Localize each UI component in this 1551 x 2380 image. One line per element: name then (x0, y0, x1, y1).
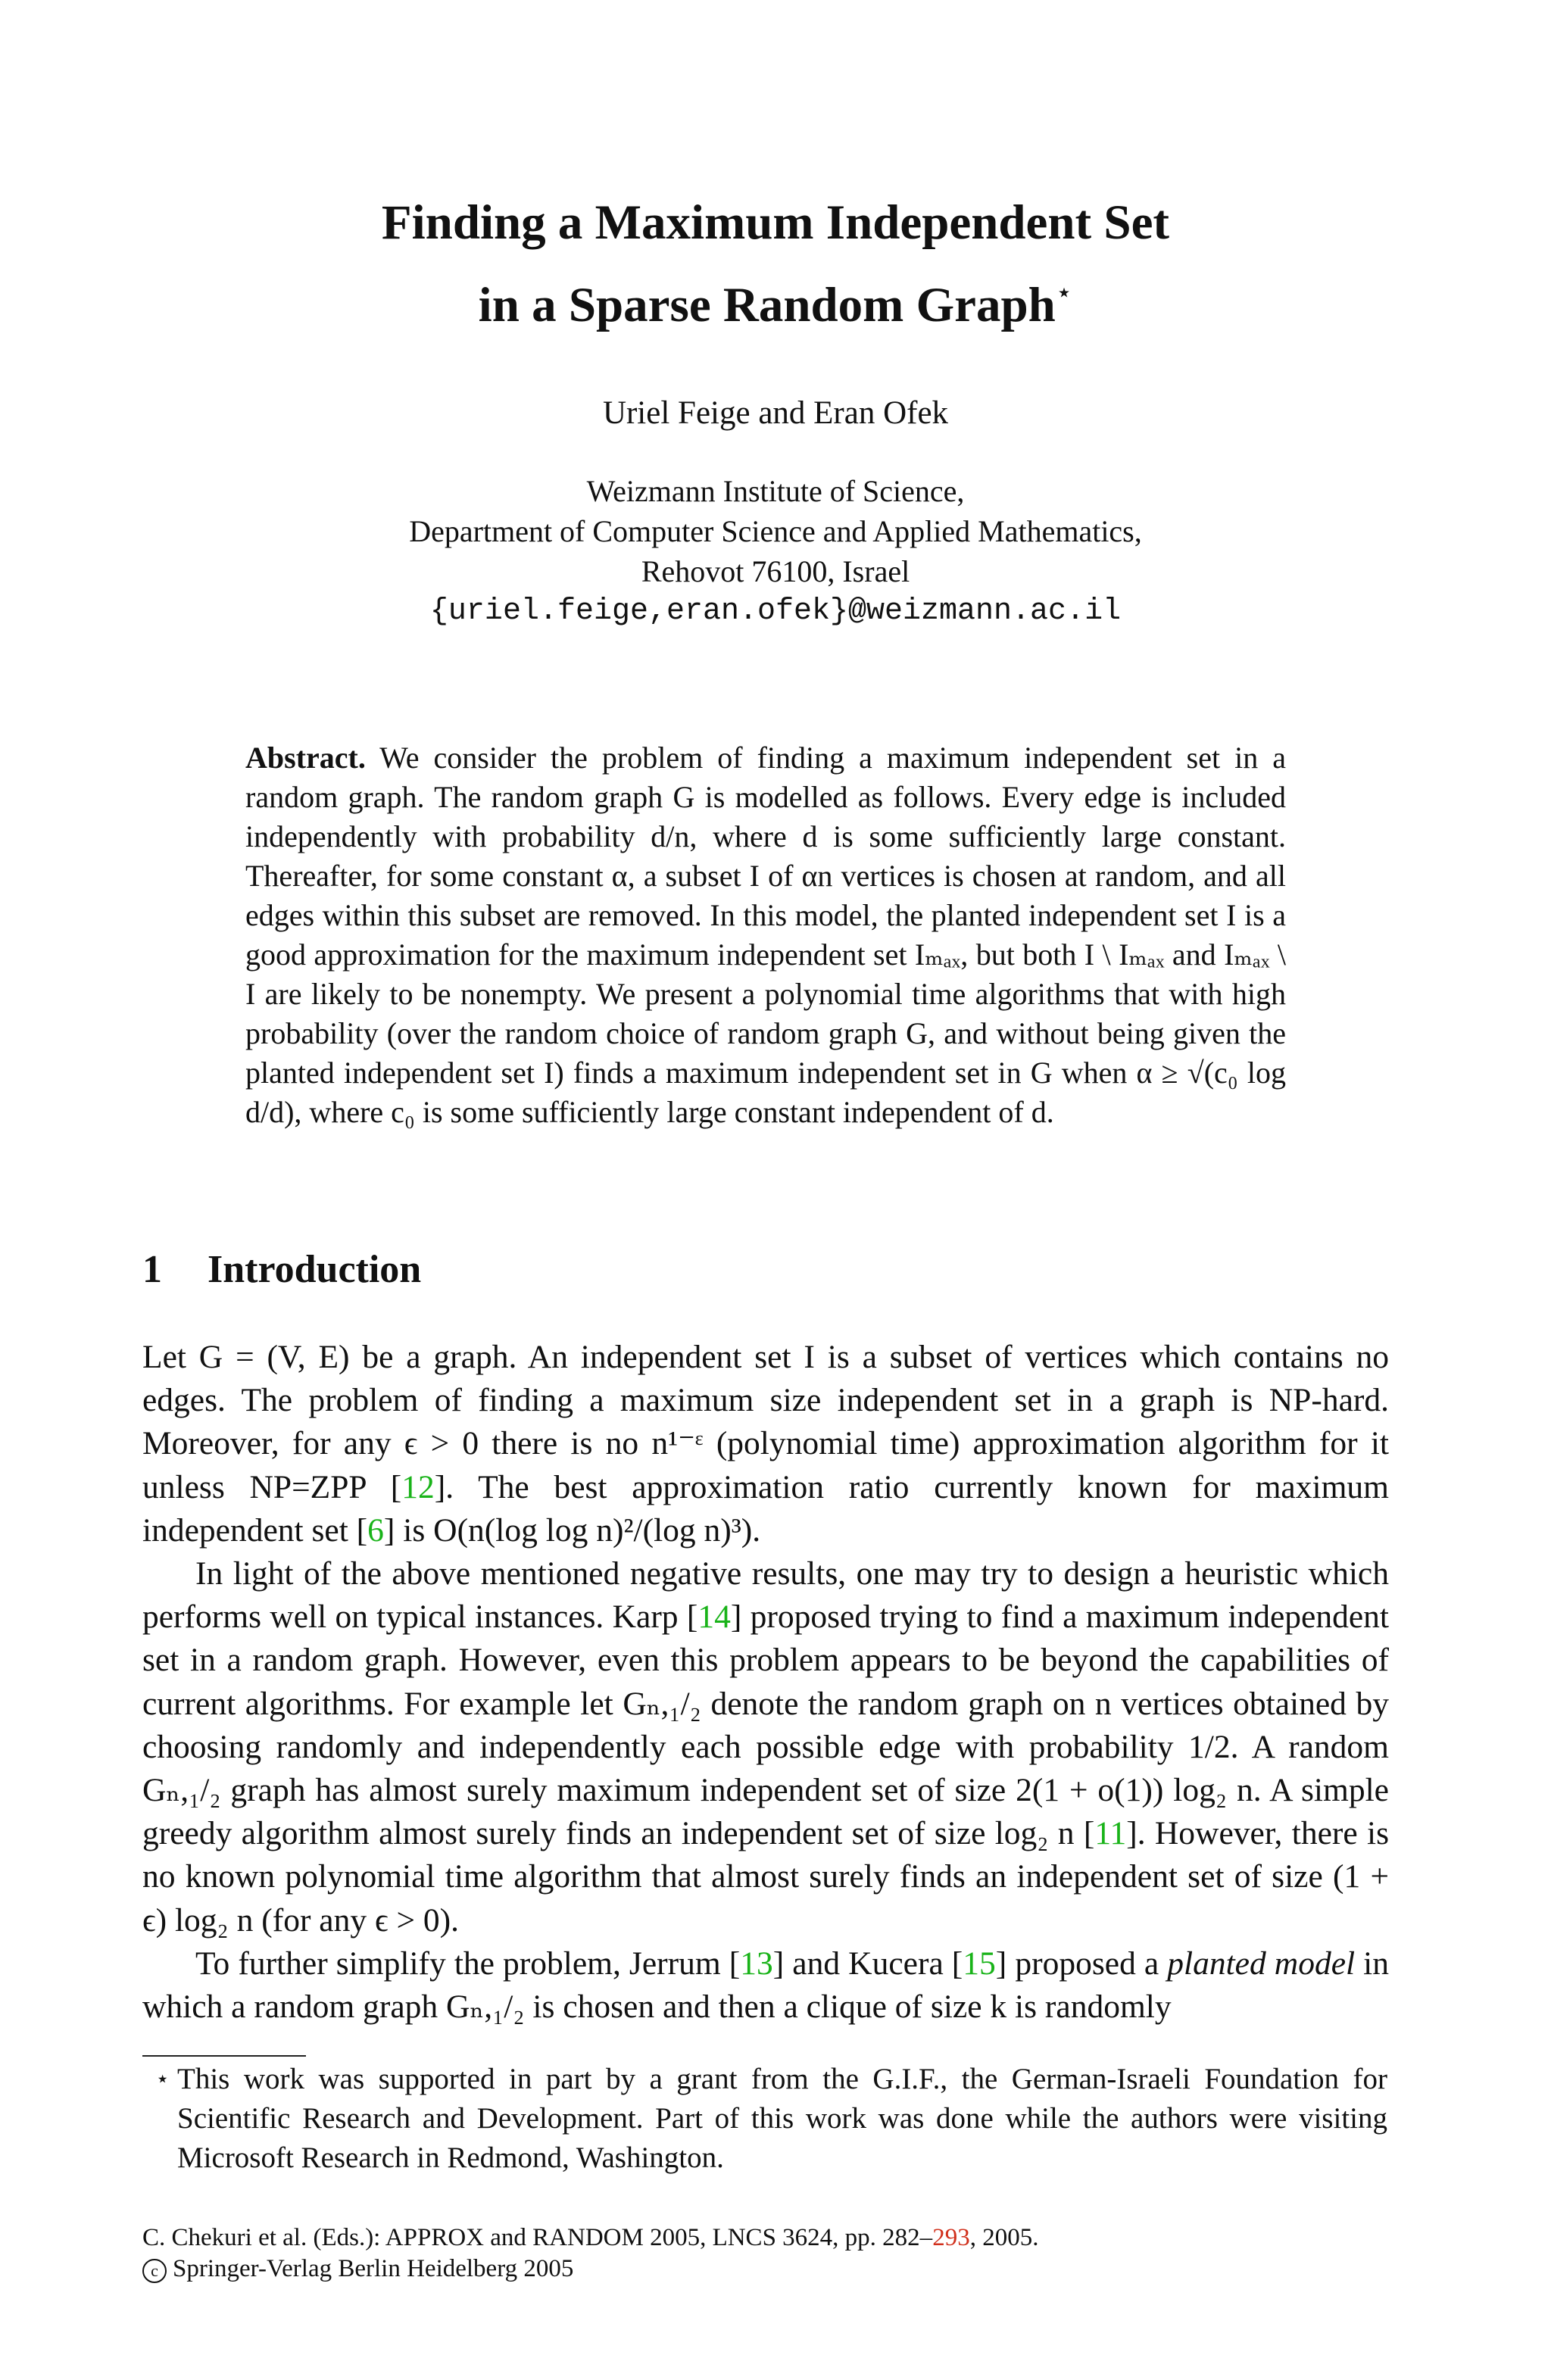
citation-link[interactable]: 12 (401, 1468, 435, 1505)
citation-link[interactable]: 14 (697, 1599, 731, 1636)
text-run: In light of the above mentioned negative results, one may try to design a heuristic which performs well on typical instances. Karp [ (142, 1555, 1389, 1636)
text-run: ] is O(n(log log n)²/(log n)³). (383, 1511, 761, 1549)
title-footnote-mark[interactable]: ⋆ (1055, 277, 1073, 307)
footnote (142, 2060, 1389, 2178)
copyright-icon: c (142, 2259, 167, 2283)
authors: Uriel Feige and Eran Ofek (602, 395, 949, 431)
text-run: ]. The best approximation ratio currently known for maximum independent set [ (142, 1468, 1389, 1549)
text-run: ] proposed trying to find a maximum independent set in a random graph. However, even this problem appears to be beyond the capabilities of current algorithms. For example let Gₙ,₁/₂ denote the random graph on n vertices obtained by choosing randomly and independently each possible edge with probability 1/2. A random Gₙ,₁/₂ graph has almost surely maximum independent set of size 2(1 + o(1)) log₂ n. A simple greedy algorithm almost surely finds an independent set of size log₂ n [ (142, 1599, 1389, 1852)
citation-link[interactable]: 6 (367, 1511, 384, 1549)
text-run: ] proposed a (995, 1945, 1168, 1982)
footnote-text: This work was supported in part by a grant from the G.I.F., the German-Israeli Foundation for Scientific Research and Development. Part of this work was done while the authors were visiting Microsoft Research in Redmond, Washington. (177, 2063, 1387, 2174)
text-run: ]. However, there is no known polynomial time algorithm that almost surely finds an independent set of size (1 + ϵ) log₂ n (for any ϵ > 0). (142, 1815, 1389, 1939)
section-heading (142, 1243, 421, 1296)
author-emails[interactable]: {uriel.feige,eran.ofek}@weizmann.ac.il (429, 594, 1122, 629)
affiliation-line: Rehovot 76100, Israel (641, 554, 910, 588)
text-run: Let G = (V, E) be a graph. An independent set I is a subset of vertices which contains no edges. The problem of finding a maximum size independent set in a graph is NP-hard. Moreover, for any ϵ > 0 there is no n¹⁻ᵋ (polynomial time) approximation algorithm for it unless NP=ZPP [ (142, 1339, 1389, 1505)
abstract (245, 738, 1286, 1132)
citation-text: , 2005. (969, 2224, 1039, 2251)
abstract-label: Abstract. (245, 741, 366, 775)
paper-title (0, 188, 1551, 340)
citation-text: C. Chekuri et al. (Eds.): APPROX and RANDOM 2005, LNCS 3624, pp. 282– (142, 2224, 933, 2251)
title-line-2 (0, 257, 1551, 340)
copyright-text: Springer-Verlag Berlin Heidelberg 2005 (173, 2255, 574, 2282)
text-run: in which a random graph Gₙ,₁/₂ is chosen and then a clique of size k is randomly (142, 1945, 1390, 2026)
title-line-2-text: in a Sparse Random Graph (478, 278, 1056, 332)
emphasis: planted model (1167, 1945, 1356, 1982)
citation-link[interactable]: 13 (740, 1945, 773, 1982)
affiliation (0, 471, 1551, 632)
body-text (142, 1336, 1389, 2029)
copyright-line (142, 2254, 573, 2284)
title-line-1: Finding a Maximum Independent Set (381, 195, 1170, 250)
text-run: To further simplify the problem, Jerrum [ (195, 1945, 741, 1982)
last-page-link[interactable]: 293 (932, 2224, 970, 2251)
paragraph (142, 1336, 1389, 1552)
proceedings-citation (142, 2222, 1038, 2253)
text-run: ] and Kucera [ (772, 1945, 963, 1982)
section-title: Introduction (208, 1248, 422, 1291)
affiliation-line: Department of Computer Science and Applied Mathematics, (409, 514, 1142, 548)
citation-link[interactable]: 15 (963, 1945, 996, 1982)
paragraph (142, 1552, 1389, 1942)
affiliation-line: Weizmann Institute of Science, (586, 474, 965, 508)
abstract-text: We consider the problem of finding a maximum independent set in a random graph. The random graph G is modelled as follows. Every edge is included independently with probability d/n, where d is some sufficiently large constant. Thereafter, for some constant α, a subset I of αn vertices is chosen at random, and all edges within this subset are removed. In this model, the planted independent set I is a good approximation for the maximum independent set Iₘₐₓ, but both I \ Iₘₐₓ and Iₘₐₓ \ I are likely to be nonempty. We present a polynomial time algorithms that with high probability (over the random choice of random graph G, and without being given the planted independent set I) finds a maximum independent set in G when α ≥ √(c₀ log d/d), where c₀ is some sufficiently large constant independent of d. (245, 741, 1286, 1129)
footnote-mark: ⋆ (155, 2067, 170, 2091)
citation-link[interactable]: 11 (1094, 1815, 1127, 1852)
section-number: 1 (142, 1248, 162, 1291)
footnote-divider (142, 2055, 306, 2057)
paragraph (142, 1942, 1389, 2029)
